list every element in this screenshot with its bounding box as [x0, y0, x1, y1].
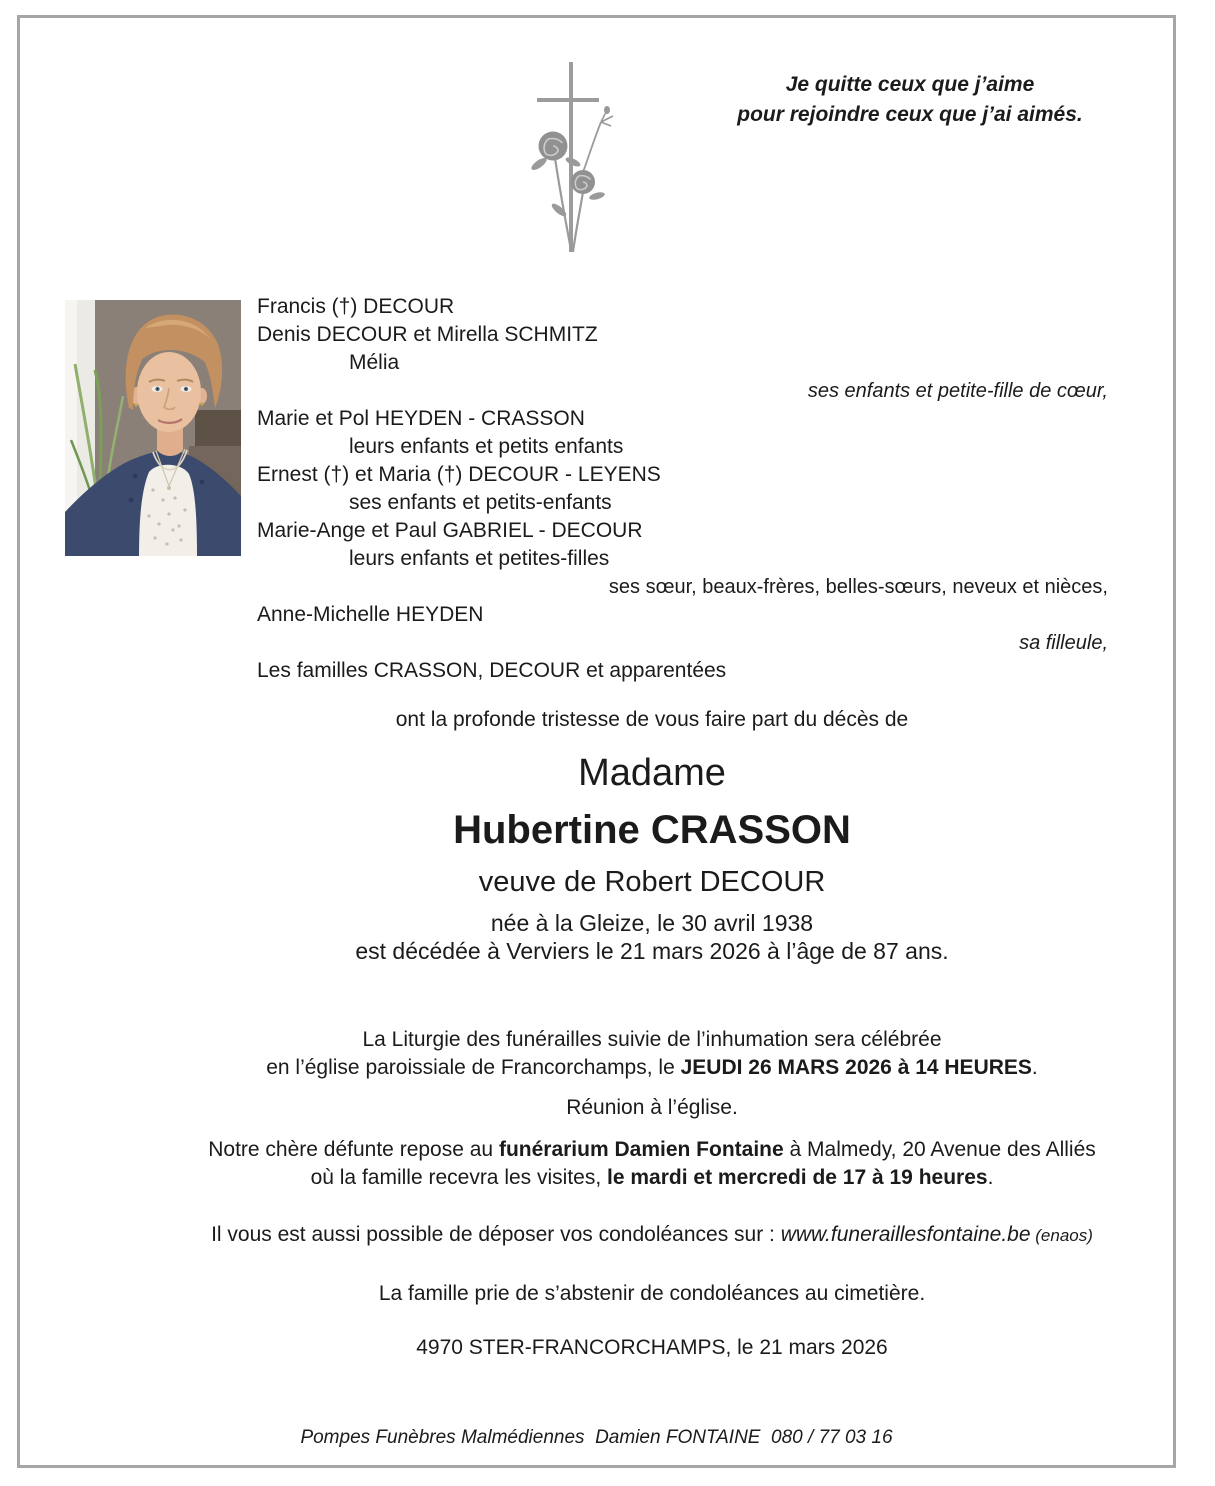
family-line: ses enfants et petits-enfants	[349, 491, 612, 514]
repose-line1	[196, 1138, 1108, 1162]
repose-line2	[196, 1166, 1108, 1190]
notice-line: La famille prie de s’abstenir de condoléances au cimetière.	[378, 1282, 926, 1305]
repose-line2-text: où la famille recevra les visites,	[310, 1166, 608, 1189]
family-list	[257, 293, 1108, 685]
family-line: Marie et Pol HEYDEN - CRASSON	[257, 407, 585, 430]
widow-of-line: veuve de Robert DECOUR	[478, 866, 826, 898]
family-line: Marie-Ange et Paul GABRIEL - DECOUR	[257, 519, 643, 542]
repose-line1-text: Notre chère défunte repose au	[208, 1138, 499, 1161]
death-line: est décédée à Verviers le 21 mars 2026 à l’âge de 87 ans.	[355, 938, 949, 964]
condolences-line	[196, 1223, 1108, 1247]
condolences-website-link[interactable]: www.funeraillesfontaine.be	[780, 1223, 1031, 1246]
announcement-intro: ont la profonde tristesse de vous faire part du décès de	[395, 708, 909, 731]
family-line: leurs enfants et petits enfants	[349, 435, 624, 458]
funeral-home-footer: Pompes Funèbres Malmédiennes Damien FONTAINE 080 / 77 03 16	[300, 1427, 893, 1448]
liturgy-line2-text: en l’église paroissiale de Francorchamps, le	[266, 1056, 681, 1079]
meeting-line: Réunion à l’église.	[566, 1096, 738, 1119]
condolences-text: Il vous est aussi possible de déposer vos condoléances sur :	[211, 1223, 781, 1246]
family-line: Les familles CRASSON, DECOUR et apparentées	[257, 659, 727, 682]
epitaph-line1: Je quitte ceux que j’aime	[785, 73, 1035, 96]
epitaph-line2: pour rejoindre ceux que j’ai aimés.	[737, 103, 1083, 126]
epitaph	[700, 70, 1120, 130]
family-line: Denis DECOUR et Mirella SCHMITZ	[257, 323, 598, 346]
family-line: Mélia	[349, 351, 400, 374]
visit-hours-bold: le mardi et mercredi de 17 à 19 heures	[607, 1166, 988, 1189]
liturgy-line2-end: .	[1031, 1056, 1038, 1079]
portrait-photo	[65, 300, 241, 556]
funerarium-bold: funérarium Damien Fontaine	[498, 1138, 784, 1161]
family-line: Francis (†) DECOUR	[257, 295, 455, 318]
liturgy-date-bold: JEUDI 26 MARS 2026 à 14 HEURES	[680, 1056, 1032, 1079]
liturgy-line1: La Liturgie des funérailles suivie de l’inhumation sera célébrée	[362, 1028, 942, 1051]
family-line: ses enfants et petite-fille de cœur,	[807, 380, 1108, 402]
family-line: ses sœur, beaux-frères, belles-sœurs, neveux et nièces,	[608, 576, 1108, 598]
family-line: leurs enfants et petites-filles	[349, 547, 610, 570]
family-line: sa filleule,	[1019, 632, 1108, 654]
deceased-title: Madame	[578, 752, 726, 794]
liturgy-line2	[196, 1056, 1108, 1080]
deceased-name: Hubertine CRASSON	[453, 808, 851, 852]
family-line: Anne-Michelle HEYDEN	[257, 603, 484, 626]
family-line: Ernest (†) et Maria (†) DECOUR - LEYENS	[257, 463, 661, 486]
birth-line: née à la Gleize, le 30 avril 1938	[490, 910, 814, 936]
repose-line1-end: à Malmedy, 20 Avenue des Alliés	[783, 1138, 1096, 1161]
place-date-line: 4970 STER-FRANCORCHAMPS, le 21 mars 2026	[416, 1336, 888, 1359]
cross-roses-icon	[531, 60, 625, 258]
repose-line2-end: .	[987, 1166, 994, 1189]
condolences-suffix: (enaos)	[1030, 1226, 1093, 1245]
